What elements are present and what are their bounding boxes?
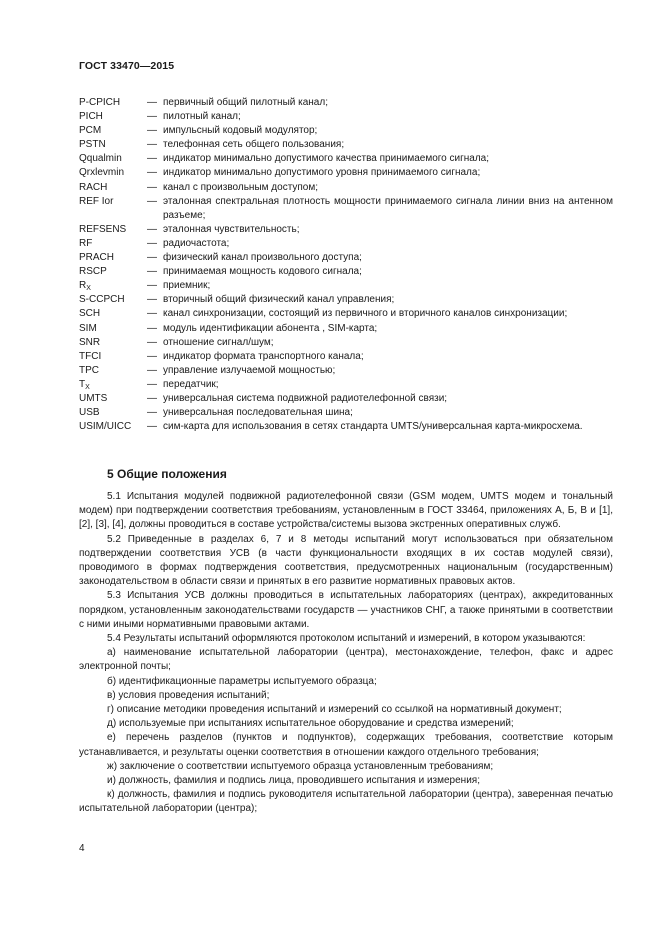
abbreviation-row: [79, 265, 613, 279]
section-body: [79, 490, 613, 817]
abbreviation-term: $R_X$: [79, 280, 91, 293]
em-dash: —: [147, 153, 157, 165]
abbreviation-row: [79, 251, 613, 265]
abbreviation-row: [79, 364, 613, 378]
page-number: 4: [79, 843, 85, 854]
em-dash: —: [147, 308, 157, 320]
abbreviation-term: TPC: [79, 364, 99, 376]
em-dash: —: [147, 392, 157, 404]
abbreviation-term: PSTN: [79, 139, 106, 151]
em-dash: —: [147, 111, 157, 123]
em-dash: —: [147, 294, 157, 306]
abbreviation-row: [79, 181, 613, 195]
abbreviation-definition: пилотный канал;: [163, 111, 241, 123]
paragraph: 5.3 Испытания УСВ должны проводиться в испытательных лабораториях (центрах), аккредитованных порядком, установленным законодательствами государств — участников СНГ, а также принятыми в соответствии с ними иными нормативными правовыми актами.: [79, 590, 613, 630]
abbreviation-row: [79, 279, 613, 293]
paragraph: в) условия проведения испытаний;: [107, 689, 270, 701]
em-dash: —: [147, 364, 157, 376]
abbreviation-row: [79, 152, 613, 166]
abbreviation-row: [79, 336, 613, 350]
em-dash: —: [147, 322, 157, 334]
abbreviation-term: S-CCPCH: [79, 294, 125, 306]
abbreviation-term: PICH: [79, 111, 103, 123]
abbreviation-definition: передатчик;: [163, 378, 219, 390]
abbreviation-row: [79, 138, 613, 152]
abbreviation-definition: канал с произвольным доступом;: [163, 181, 319, 193]
abbreviation-definition: физический канал произвольного доступа;: [163, 252, 362, 264]
abbreviation-definition: индикатор минимально допустимого качества принимаемого сигнала;: [163, 153, 490, 165]
section-title: 5 Общие положения: [107, 467, 227, 481]
em-dash: —: [147, 378, 157, 390]
abbreviation-term: REF Ior: [79, 195, 114, 207]
em-dash: —: [147, 350, 157, 362]
abbreviation-term: TFCI: [79, 350, 102, 362]
abbreviation-row: [79, 307, 613, 321]
paragraph: и) должность, фамилия и подпись лица, проводившего испытания и измерения;: [107, 775, 480, 787]
abbreviation-subscript: X: [85, 383, 90, 391]
abbreviation-row: [79, 392, 613, 406]
abbreviation-row: [79, 293, 613, 307]
abbreviation-row: [79, 322, 613, 336]
abbreviation-row: [79, 378, 613, 392]
abbreviation-term: P-CPICH: [79, 97, 121, 108]
abbreviation-term: UMTS: [79, 392, 108, 404]
abbreviation-definition: сим-карта для использования в сетях стандарта UMTS/универсальная карта-микросхема.: [163, 421, 583, 433]
abbreviation-row: [79, 96, 613, 110]
abbreviation-term: RF: [79, 237, 93, 249]
em-dash: —: [147, 97, 157, 108]
abbreviation-definition: модуль идентификации абонента , SIM-карта;: [163, 322, 378, 334]
abbreviation-definition: индикатор минимально допустимого уровня принимаемого сигнала;: [163, 167, 481, 179]
paragraph: е) перечень разделов (пунктов и подпунктов), содержащих требования, соответствие которым устанавливается, и результаты оценки соответствия в отношении каждого отдельного требования;: [79, 732, 613, 758]
document-header: ГОСТ 33470—2015: [79, 60, 175, 72]
abbreviation-definition: универсальная последовательная шина;: [163, 407, 353, 419]
paragraph: 5.4 Результаты испытаний оформляются протоколом испытаний и измерений, в котором указываются:: [107, 633, 586, 645]
paragraph: д) используемые при испытаниях испытательное оборудование и средства измерений;: [107, 718, 514, 730]
em-dash: —: [147, 181, 157, 193]
em-dash: —: [147, 266, 157, 278]
abbreviation-definition: управление излучаемой мощностью;: [163, 364, 336, 376]
abbreviation-row: [79, 110, 613, 124]
em-dash: —: [147, 195, 157, 207]
abbreviation-subscript: X: [86, 285, 91, 293]
abbreviation-definition: вторичный общий физический канал управления;: [163, 294, 395, 306]
em-dash: —: [147, 336, 157, 348]
abbreviation-list: [79, 96, 613, 434]
abbreviation-definition: принимаемая мощность кодового сигнала;: [163, 266, 362, 278]
em-dash: —: [147, 223, 157, 235]
abbreviation-definition: индикатор формата транспортного канала;: [163, 350, 364, 362]
abbreviation-row: [79, 124, 613, 138]
abbreviation-definition: эталонная спектральная плотность мощности принимаемого сигнала линии вниз на антенном разъеме;: [163, 195, 613, 221]
abbreviation-term: Qrxlevmin: [79, 167, 125, 179]
em-dash: —: [147, 421, 157, 433]
paragraph: ж) заключение о соответствии испытуемого образца установленным требованиям;: [107, 760, 494, 772]
abbreviation-term: SNR: [79, 336, 101, 348]
abbreviation-row: [79, 420, 613, 434]
abbreviation-definition: отношение сигнал/шум;: [163, 336, 274, 348]
paragraph: а) наименование испытательной лаборатории (центра), местонахождение, телефон, факс и адрес электронной почты;: [79, 647, 613, 673]
abbreviation-row: [79, 406, 613, 420]
abbreviation-definition: универсальная система подвижной радиотелефонной связи;: [163, 392, 448, 404]
abbreviation-term: USB: [79, 407, 100, 419]
abbreviation-row: [79, 195, 613, 223]
abbreviation-term: RSCP: [79, 266, 107, 278]
abbreviation-term: SCH: [79, 308, 101, 320]
abbreviation-row: [79, 350, 613, 364]
abbreviation-term: SIM: [79, 322, 97, 334]
abbreviation-definition: первичный общий пилотный канал;: [163, 97, 328, 108]
paragraph: 5.2 Приведенные в разделах 6, 7 и 8 методы испытаний могут использоваться при обязательном подтверждении соответствия УСВ (в части функциональности входящих в их состав модулей связи), проводимого в формах подтверждения соответствия, предусмотренных национальным (государственным) законодательством в области связи и принятых в его развитие нормативных правовых актов.: [79, 533, 613, 588]
abbreviation-term: RACH: [79, 181, 108, 193]
abbreviation-definition: радиочастота;: [163, 237, 230, 249]
em-dash: —: [147, 280, 157, 292]
paragraph: 5.1 Испытания модулей подвижной радиотелефонной связи (GSM модем, UMTS модем и тональный модем) при подтверждении соответствия требованиям, установленным в ГОСТ 33464, приложениях А, Б, В и [1], [2], [3], [4], должны проводиться в составе устройства/системы вызова экстренных оперативных служб.: [79, 491, 613, 531]
em-dash: —: [147, 125, 157, 137]
abbreviation-term: PRACH: [79, 252, 115, 264]
abbreviation-row: [79, 237, 613, 251]
abbreviation-row: [79, 223, 613, 237]
paragraph: г) описание методики проведения испытаний и измерений со ссылкой на нормативный документ;: [107, 704, 562, 716]
em-dash: —: [147, 407, 157, 419]
em-dash: —: [147, 139, 157, 151]
abbreviation-term: PCM: [79, 125, 102, 137]
abbreviation-definition: приемник;: [163, 280, 211, 292]
abbreviation-term: $T_X$: [79, 378, 90, 391]
abbreviation-definition: эталонная чувствительность;: [163, 223, 300, 235]
abbreviation-term: REFSENS: [79, 223, 127, 235]
em-dash: —: [147, 237, 157, 249]
abbreviation-term: Qqualmin: [79, 153, 122, 165]
abbreviation-definition: телефонная сеть общего пользования;: [163, 139, 345, 151]
paragraph: б) идентификационные параметры испытуемого образца;: [107, 675, 377, 687]
abbreviation-definition: импульсный кодовый модулятор;: [163, 125, 318, 137]
paragraph: к) должность, фамилия и подпись руководителя испытательной лаборатории (центра), заверенная печатью испытательной лаборатории (центра);: [79, 789, 613, 815]
abbreviation-definition: канал синхронизации, состоящий из первичного и вторичного каналов синхронизации;: [163, 308, 568, 320]
abbreviation-row: [79, 166, 613, 180]
em-dash: —: [147, 252, 157, 264]
em-dash: —: [147, 167, 157, 179]
abbreviation-term: USIM/UICC: [79, 421, 132, 433]
